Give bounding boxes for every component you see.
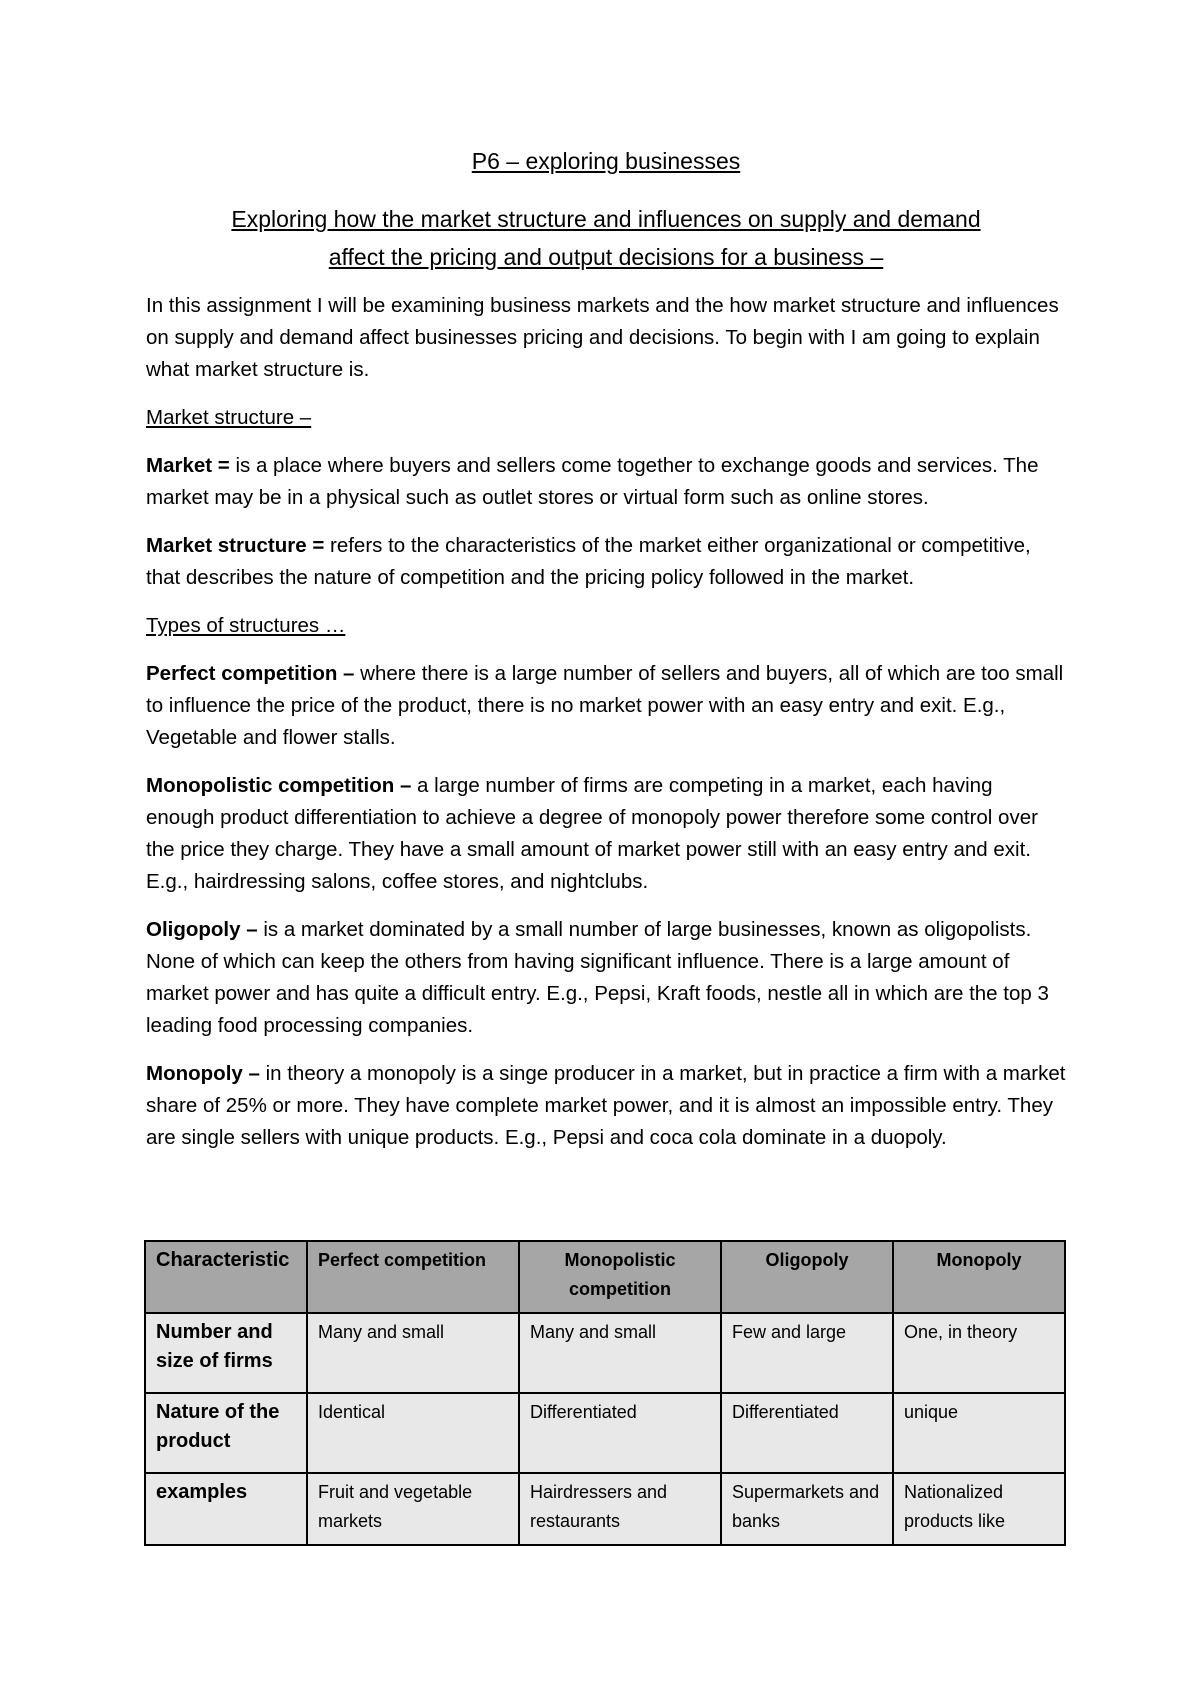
- monopoly-term: Monopoly –: [146, 1062, 260, 1085]
- market-structure-text: refers to the characteristics of the market either organizational or competitive, that describes the nature of competition and the pricing policy followed in the market.: [146, 534, 1031, 589]
- table-cell: unique: [893, 1393, 1065, 1473]
- table-row-header: Number and size of firms: [145, 1313, 307, 1393]
- table-cell: Differentiated: [519, 1393, 721, 1473]
- perfect-competition-text: where there is a large number of sellers and buyers, all of which are too small to influence the price of the product, there is no market power with an easy entry and exit. E.g., Vegetable and flower stalls.: [146, 662, 1064, 749]
- table-header-cell: Monopoly: [893, 1241, 1065, 1313]
- table-cell: Differentiated: [721, 1393, 893, 1473]
- perfect-competition-paragraph: [146, 658, 1066, 754]
- intro-paragraph: In this assignment I will be examining business markets and the how market structure and influences on supply and demand affect businesses pricing and decisions. To begin with I am going to explain what market structure is.: [146, 294, 1059, 381]
- table-cell: Hairdressers and restaurants: [519, 1473, 721, 1545]
- market-structure-term: Market structure =: [146, 534, 325, 557]
- table-cell: Few and large: [721, 1313, 893, 1393]
- oligopoly-text: is a market dominated by a small number of large businesses, known as oligopolists. None of which can keep the others from having significant influence. There is a large amount of market power and has quite a difficult entry. E.g., Pepsi, Kraft foods, nestle all in which are the top 3 leading food processing companies.: [146, 918, 1049, 1037]
- table-cell: Many and small: [307, 1313, 519, 1393]
- table-cell: Nationalized products like: [893, 1473, 1065, 1545]
- table-cell: Many and small: [519, 1313, 721, 1393]
- market-term: Market =: [146, 454, 230, 477]
- market-text: is a place where buyers and sellers come together to exchange goods and services. The market may be in a physical such as outlet stores or virtual form such as online stores.: [146, 454, 1039, 509]
- table-cell: Supermarkets and banks: [721, 1473, 893, 1545]
- market-structure-heading: Market structure –: [146, 406, 312, 429]
- table-cell: One, in theory: [893, 1313, 1065, 1393]
- oligopoly-paragraph: [146, 914, 1066, 1042]
- document-body: [146, 144, 1066, 1170]
- table-row: [145, 1393, 1065, 1473]
- market-definition: [146, 450, 1066, 514]
- document-title: P6 – exploring businesses: [471, 148, 741, 174]
- table-header-cell: Oligopoly: [721, 1241, 893, 1313]
- document-subtitle: [146, 200, 1066, 276]
- perfect-competition-term: Perfect competition –: [146, 662, 355, 685]
- table-row-header: Nature of the product: [145, 1393, 307, 1473]
- table-header-cell: Perfect competition: [307, 1241, 519, 1313]
- monopolistic-competition-text: a large number of firms are competing in a market, each having enough product differentiation to achieve a degree of monopoly power therefore some control over the price they charge. They have a small amount of market power still with an easy entry and exit. E.g., hairdressing salons, coffee stores, and nightclubs.: [146, 774, 1038, 893]
- table-header-row: [145, 1241, 1065, 1313]
- table-cell: Identical: [307, 1393, 519, 1473]
- monopolistic-competition-paragraph: [146, 770, 1066, 898]
- monopolistic-competition-term: Monopolistic competition –: [146, 774, 412, 797]
- subtitle-line-1: Exploring how the market structure and influences on supply and demand: [231, 206, 981, 232]
- table-row-header: examples: [145, 1473, 307, 1545]
- table-row: [145, 1313, 1065, 1393]
- table-row: [145, 1473, 1065, 1545]
- table-cell: Fruit and vegetable markets: [307, 1473, 519, 1545]
- table-header-cell: Characteristic: [145, 1241, 307, 1313]
- monopoly-paragraph: [146, 1058, 1066, 1154]
- oligopoly-term: Oligopoly –: [146, 918, 258, 941]
- types-heading: Types of structures …: [146, 614, 346, 637]
- market-structure-definition: [146, 530, 1066, 594]
- monopoly-text: in theory a monopoly is a singe producer in a market, but in practice a firm with a market share of 25% or more. They have complete market power, and it is almost an impossible entry. They are single sellers with unique products. E.g., Pepsi and coca cola dominate in a duopoly.: [146, 1062, 1066, 1149]
- table-header-cell: Monopolistic competition: [519, 1241, 721, 1313]
- subtitle-line-2: affect the pricing and output decisions for a business –: [328, 244, 884, 270]
- market-structure-table: [144, 1240, 1066, 1546]
